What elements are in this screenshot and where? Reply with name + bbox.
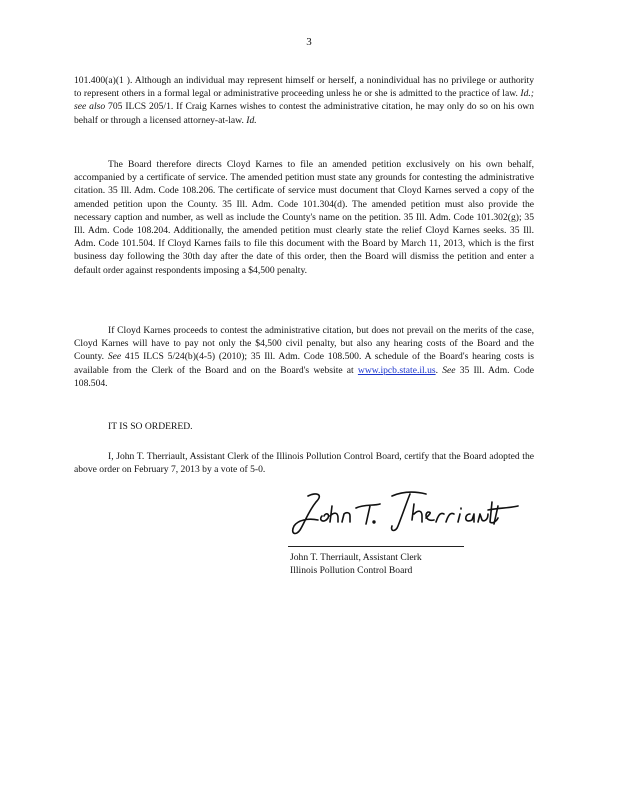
paragraph-text: . (435, 364, 439, 376)
paragraph-hearing-costs (74, 324, 534, 390)
citation-id-see-also: Id.; see also (74, 88, 534, 113)
paragraph-text: 705 ILCS 205/1. If Craig Karnes wishes to contest the administrative citation, he may only do so on his own behalf or through a licensed attorney-at-law. (74, 101, 534, 126)
signer-organization: Illinois Pollution Control Board (290, 565, 413, 577)
signer-name: John T. Therriault, Assistant Clerk (290, 552, 422, 563)
signature-line (288, 546, 464, 547)
citation-id: Id. (246, 114, 257, 126)
page-number: 3 (306, 36, 312, 48)
certification-text: I, John T. Therriault, Assistant Clerk of the Illinois Pollution Control Board, certify that the Board adopted the above order on February 7, 2013 by a vote of 5-0. (74, 451, 534, 476)
citation-see: See (442, 364, 456, 376)
citation-see: See (107, 351, 122, 363)
paragraph-text: 35 Ill. Adm. Code 108.504. (74, 364, 534, 389)
paragraph-text: The Board therefore directs Cloyd Karnes to file an amended petition exclusively on his own behalf, accompanied by a certificate of service. The amended petition must state any grounds for contesting the administrative citation. 35 Ill. Adm. Code 108.206. The certificate of service must document that Cloyd Karnes served a copy of the amended petition upon the County. 35 Ill. Adm. Code 101.304(d). The amended petition must also provide the necessary caption and number, as well as include the County's name on the petition. 35 Ill. Adm. Code 101.302(g); 35 Ill. Adm. Code 108.204. Additionally, the amended petition must clearly state the relief Cloyd Karnes seeks. 35 Ill. Adm. Code 101.504. If Cloyd Karnes fails to file this document with the Board by March 11, 2013, which is the first business day following the 30th day after the date of this order, then the Board will dismiss the petition and enter a default order against respondents imposing a $4,500 penalty. (74, 159, 534, 276)
signature-image (286, 482, 536, 542)
certification-paragraph (74, 450, 534, 476)
signer-block (290, 551, 422, 578)
paragraph-text: 415 ILCS 5/24(b)(4-5) (2010); 35 Ill. Adm. Code 108.500. A schedule of the Board's hearing costs is available from the Clerk of the Board and on the Board's website at (74, 351, 534, 376)
paragraph-amended-petition (74, 158, 534, 277)
paragraph-text: 101.400(a)(1 ). Although an individual may represent himself or herself, a nonindividual has no privilege or authority to represent others in a formal legal or administrative proceeding unless he or she is admitted to the practice of law. (74, 75, 534, 100)
paragraph-representation (74, 74, 534, 127)
board-website-link[interactable]: www.ipcb.state.il.us (357, 364, 436, 376)
paragraph-text: If Cloyd Karnes proceeds to contest the administrative citation, but does not prevail on the merits of the case, Cloyd Karnes will have to pay not only the $4,500 civil penalty, but also any hearing costs of the Board and the County. (74, 325, 534, 363)
order-statement: IT IS SO ORDERED. (108, 421, 193, 432)
